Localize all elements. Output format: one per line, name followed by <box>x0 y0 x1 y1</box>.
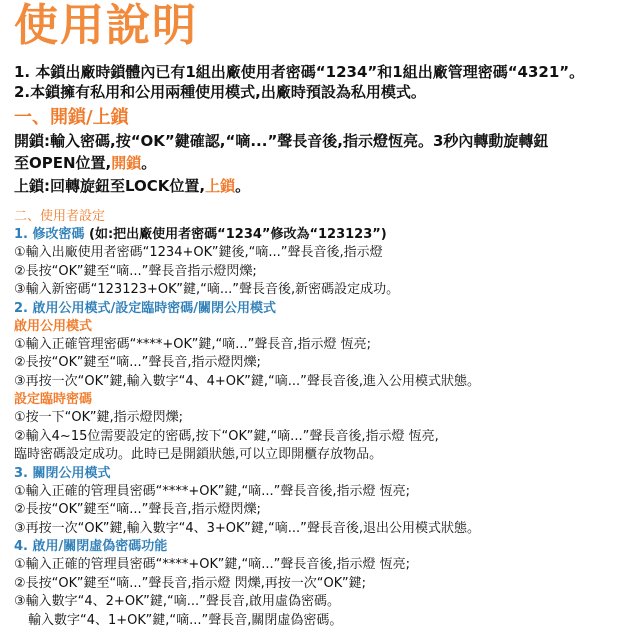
s2a-step-2: ②長按“OK”鍵至“嘀...”聲長音,指示燈閃爍; <box>14 355 261 370</box>
unlock-line-2 <box>14 152 630 174</box>
lock-line <box>14 174 630 198</box>
unlock-end: 。 <box>141 154 157 172</box>
s1-step-2: ②長按“OK”鍵至“嘀...”聲長音指示燈閃爍; <box>14 263 257 279</box>
s4-step-2: ②長按“OK”鍵至“嘀...”聲長音,指示燈 閃爍,再按一次“OK”鍵; <box>14 575 366 591</box>
s2b-step-2: ②輸入4~15位需要設定的密碼,按下“OK”鍵,“嘀...”聲長音後,指示燈 恆亮, <box>14 428 439 444</box>
s2a-step-1: ①輸入正確管理密碼“****+OK”鍵,“嘀...”聲長音,指示燈 恆亮; <box>14 336 372 352</box>
s2b-step-1: ①按一下“OK”鍵,指示燈閃爍; <box>14 410 183 425</box>
subsection1-note: (如:把出廠使用者密碼“1234”修改為“123123”) <box>84 227 387 242</box>
s4-step-1: ①輸入正確的管理員密碼“****+OK”鍵,“嘀...”聲長音後,指示燈 恆亮; <box>14 557 411 572</box>
subsection1-title <box>14 226 630 244</box>
unlock-line-2-text: 至OPEN位置, <box>14 154 112 172</box>
s3-step-1: ①輸入正確的管理員密碼“****+OK”鍵,“嘀...”聲長音後,指示燈 恆亮; <box>14 483 411 499</box>
subsection2-title: 2. 啟用公用模式/設定臨時密碼/關閉公用模式 <box>14 300 277 316</box>
s2b-step-3: 臨時密碼設定成功。此時已是開鎖狀態,可以立即開櫃存放物品。 <box>14 447 383 462</box>
s4-step-3-continued: 輸入數字“4、1+OK”鍵,“嘀...”聲長音,關閉虛偽密碼。 <box>28 612 343 628</box>
section2-heading: 二、使用者設定 <box>14 209 106 224</box>
intro-line-2: 2.本鎖擁有私用和公用兩種使用模式,出廠時預設為私用模式。 <box>14 83 426 101</box>
page-title: 使用說明 <box>14 0 198 51</box>
unlock-line-1: 開鎖:輸入密碼,按“OK”鍵確認,“嘀...”聲長音後,指示燈恆亮。3秒內轉動旋轉鈕 <box>14 132 549 150</box>
section1-heading: 一、開鎖/上鎖 <box>14 107 129 128</box>
intro-line-1: 1. 本鎖出廠時鎖體內已有1組出廠使用者密碼“1234”和1組出廠管理密碼“4321”。 <box>14 63 585 81</box>
s3-step-3: ③再按一次“OK”鍵,輸入數字“4、3+OK”鍵,“嘀...”聲長音後,退出公用模式狀態。 <box>14 520 481 536</box>
s4-step-3: ③輸入數字“4、2+OK”鍵,“嘀...”聲長音,啟用虛偽密碼。 <box>14 594 341 609</box>
subsection1-title-text: 1. 修改密碼 <box>14 227 85 242</box>
lock-word: 上鎖 <box>205 177 236 195</box>
lock-line-text: 上鎖:回轉旋鈕至LOCK位置, <box>14 177 206 195</box>
subsection3-title: 3. 關閉公用模式 <box>14 465 111 481</box>
enable-public-mode-heading: 啟用公用模式 <box>14 318 93 334</box>
subsection4-title: 4. 啟用/關閉虛偽密碼功能 <box>14 539 168 554</box>
temp-password-heading: 設定臨時密碼 <box>14 392 93 407</box>
s2a-step-3: ③再按一次“OK”鍵,輸入數字“4、4+OK”鍵,“嘀...”聲長音後,進入公用模式狀態。 <box>14 373 481 389</box>
unlock-word: 開鎖 <box>111 154 142 172</box>
lock-end: 。 <box>235 177 251 195</box>
s1-step-3: ③輸入新密碼“123123+OK”鍵,“嘀...”聲長音後,新密碼設定成功。 <box>14 282 400 297</box>
s1-step-1: ①輸入出廠使用者密碼“1234+OK”鍵後,“嘀...”聲長音後,指示燈 <box>14 245 383 260</box>
s3-step-2: ②長按“OK”鍵至“嘀...”聲長音,指示燈閃爍; <box>14 502 261 517</box>
